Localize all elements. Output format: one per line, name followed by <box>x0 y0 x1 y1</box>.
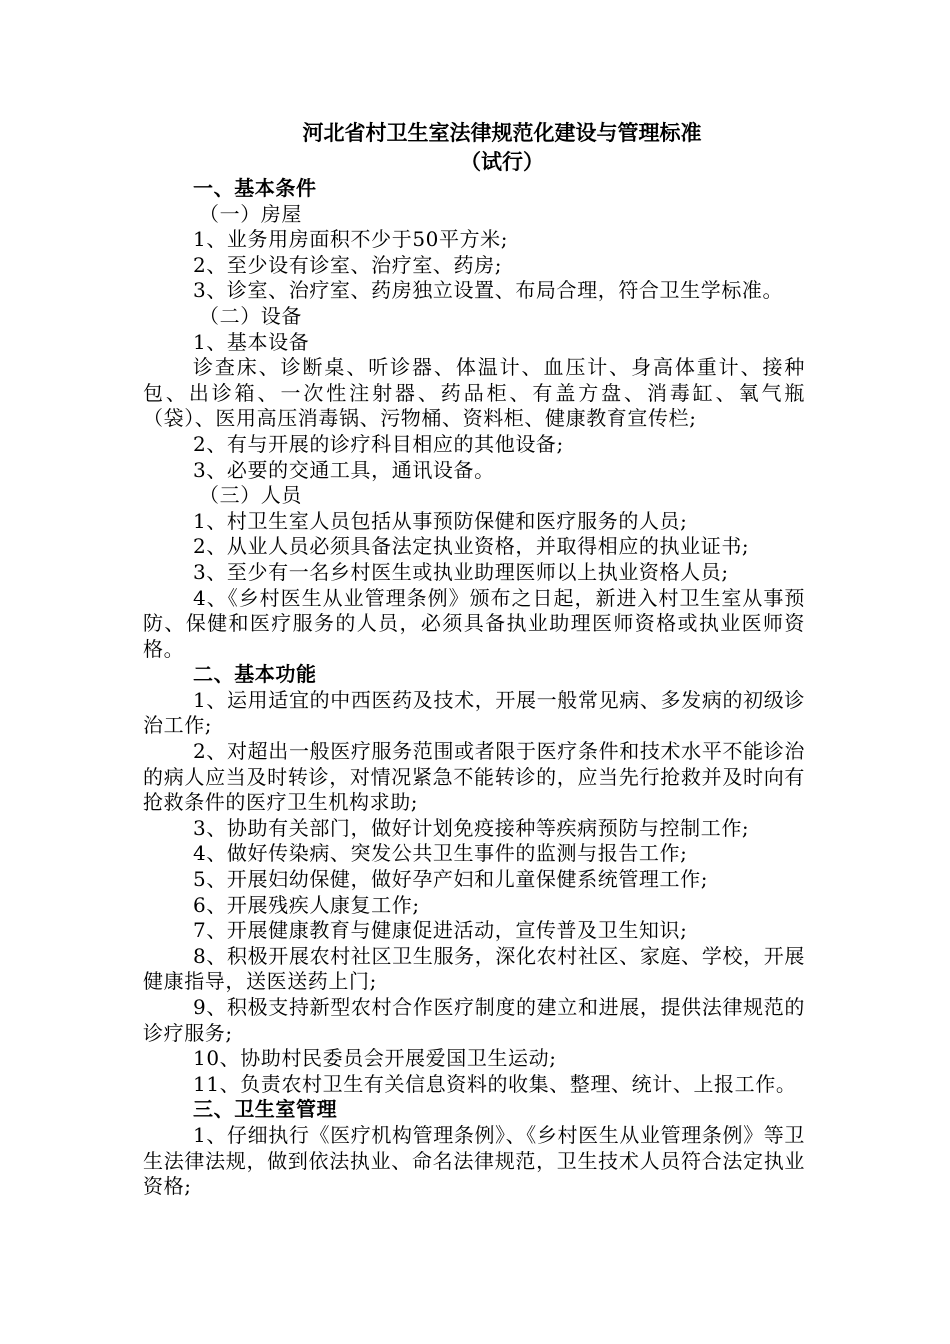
paragraph: 7、开展健康教育与健康促进活动，宣传普及卫生知识; <box>193 918 688 943</box>
document-title: 河北省村卫生室法律规范化建设与管理标准 <box>302 120 702 145</box>
paragraph: 3、协助有关部门，做好计划免疫接种等疾病预防与控制工作; <box>193 815 750 840</box>
paragraph: 诊查床、诊断桌、听诊器、体温计、血压计、身高体重计、接种包、出诊箱、一次性注射器、药品柜、有盖方盘、消毒缸、氧气瓶（袋）、医用高压消毒锅、污物桶、资料柜、健康教育宣传栏; <box>143 355 805 431</box>
paragraph: 8、积极开展农村社区卫生服务，深化农村社区、家庭、学校，开展健康指导，送医送药上门; <box>143 943 805 994</box>
paragraph: 1、基本设备 <box>193 329 310 354</box>
paragraph: 11、负责农村卫生有关信息资料的收集、整理、统计、上报工作。 <box>193 1071 797 1096</box>
subsection-heading: （三）人员 <box>199 483 302 508</box>
paragraph: 2、有与开展的诊疗科目相应的其他设备; <box>193 431 564 456</box>
subsection-heading: （一）房屋 <box>199 201 302 226</box>
paragraph: 2、至少设有诊室、治疗室、药房; <box>193 252 503 277</box>
paragraph: 5、开展妇幼保健，做好孕产妇和儿童保健系统管理工作; <box>193 867 709 892</box>
paragraph: 10、协助村民委员会开展爱国卫生运动; <box>193 1046 557 1071</box>
subsection-heading: （二）设备 <box>199 303 302 328</box>
paragraph: 2、对超出一般医疗服务范围或者限于医疗条件和技术水平不能诊治的病人应当及时转诊，对情况紧急不能转诊的，应当先行抢救并及时向有抢救条件的医疗卫生机构求助; <box>143 739 805 815</box>
paragraph: 9、积极支持新型农村合作医疗制度的建立和进展，提供法律规范的诊疗服务; <box>143 995 805 1045</box>
paragraph: 3、至少有一名乡村医生或执业助理医师以上执业资格人员; <box>193 559 729 584</box>
document-subtitle: （试行） <box>460 149 544 174</box>
paragraph: 3、必要的交通工具，通讯设备。 <box>193 457 495 482</box>
paragraph: 4、做好传染病、突发公共卫生事件的监测与报告工作; <box>193 841 688 866</box>
paragraph: 4、《乡村医生从业管理条例》颁布之日起，新进入村卫生室从事预防、保健和医疗服务的人员，必须具备执业助理医师资格或执业医师资格。 <box>143 585 805 661</box>
document-page <box>143 118 805 1200</box>
section-heading: 一、基本条件 <box>193 176 317 200</box>
paragraph: 1、村卫生室人员包括从事预防保健和医疗服务的人员; <box>193 508 688 533</box>
section-heading: 二、基本功能 <box>193 662 317 687</box>
paragraph: 2、从业人员必须具备法定执业资格，并取得相应的执业证书; <box>193 534 750 559</box>
section-heading: 三、卫生室管理 <box>193 1097 338 1122</box>
paragraph: 6、开展残疾人康复工作; <box>193 892 420 917</box>
paragraph: 3、诊室、治疗室、药房独立设置、布局合理，符合卫生学标准。 <box>193 278 784 303</box>
paragraph: 1、业务用房面积不少于50平方米; <box>193 227 509 252</box>
paragraph: 1、运用适宜的中西医药及技术，开展一般常见病、多发病的初级诊治工作; <box>143 687 805 738</box>
paragraph: 1、仔细执行《医疗机构管理条例》、《乡村医生从业管理条例》等卫生法律法规，做到依法执业、命名法律规范，卫生技术人员符合法定执业资格; <box>143 1122 805 1199</box>
